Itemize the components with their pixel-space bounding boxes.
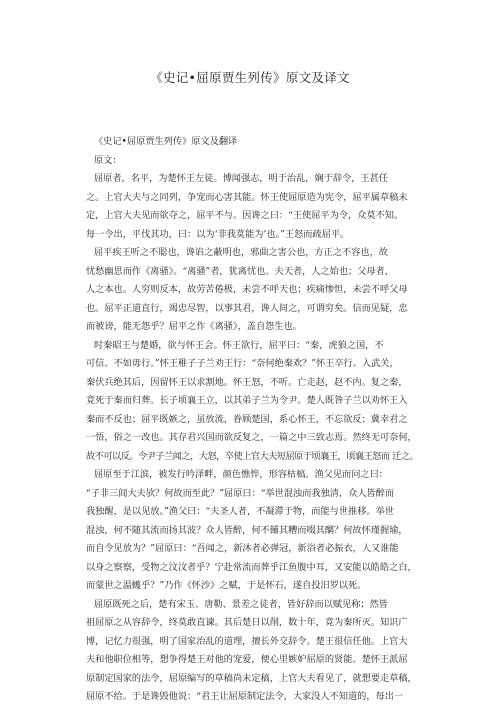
- text-line: 《史记•屈原贾生列传》原文及翻译: [94, 136, 238, 147]
- text-line: 祖屈原之从容辞令，终莫敢直谏。其后楚日以削，数十年，竟为秦所灭。知识广: [86, 617, 408, 628]
- text-line: 屈原不给。于是谗毁他说：“君王让屈原制定法令，大家没人不知道的，每出一: [86, 691, 404, 702]
- text-line: 我独醒，是以见放。”渔父曰：“夫圣人者，不凝滞于物，而能与世推移。举世: [86, 506, 394, 517]
- text-line: 故不可以反。令尹子兰闻之，大怒，卒使上官大夫短屈原于顷襄王，顷襄王怒而 迁之。: [86, 450, 419, 462]
- text-line: 原文：: [94, 154, 122, 166]
- text-line: 屈原者，名平，为楚怀王左徒。博闻强志，明于治乱，娴于辞令，王甚任: [94, 173, 388, 184]
- text-line: 而被谤，能无怨乎？屈平之作《离骚》，盖自怨生也。: [86, 321, 302, 332]
- text-line: “子非三闾大夫欤？何故而至此？”屈原曰：“举世混浊而我独清，众人皆醉而: [86, 487, 395, 499]
- text-line: 之。上官大夫与之同列，争宠而心害其能。怀王使屈原造为宪令，屈平属草稿未: [86, 191, 408, 203]
- text-line: 屈平疾王听之不聪也，谗谄之蔽明也，邪曲之害公也，方正之不容也，故: [94, 247, 388, 258]
- text-line: 以身之察察，受物之汶汶者乎？宁赴常流而葬乎江鱼腹中耳，又安能以皓皓之白，: [86, 561, 417, 573]
- text-line: 定，上官大夫见而欲夺之，屈平不与。因谗之曰：“王使屈平为令，众莫不知。: [86, 210, 404, 221]
- document-body: [86, 133, 418, 707]
- text-line: 夫和他职位相等，想争得楚王对他的宠爱，便心里嫉妒屈原的贤能。楚怀王派屈: [86, 654, 408, 665]
- text-line: 时秦昭王与楚婚，欲与怀王会。怀王欲行，屈平曰：“秦，虎狼之国，不: [94, 339, 384, 351]
- text-line: 混浊，何不随其流而扬其波？众人皆醉，何不餔其糟而啜其醨？何故怀瑾握瑜，: [86, 524, 408, 536]
- text-line: 秦伏兵绝其后，因留怀王以求割地。怀王怒，不听。亡走赵，赵不内。复之秦，: [86, 376, 408, 388]
- text-line: 秦而不反也；屈平既嫉之，虽放流，眷顾楚国，系心怀王，不忘欲反；冀幸君之: [86, 413, 408, 425]
- text-line: 人之本也。人穷则反本，故劳苦倦极，未尝不呼天也；疾痛惨怛，未尝不呼父母: [86, 284, 408, 295]
- page-title: 《史记•屈原贾生列传》原文及译文: [150, 70, 350, 85]
- text-line: 一悟，俗之一改也。其存君兴国而欲反复之，一篇之中三致志焉。然终无可奈何，: [86, 432, 417, 443]
- text-line: 原制定国家的法令，屈原编写的草稿尚未定稿，上官大夫看见了，就想要走草稿，: [86, 672, 417, 684]
- text-line: 博，记忆力很强，明了国家治乱的道理，擅长外交辞令。楚王很信任他。上官大: [86, 635, 408, 647]
- text-line: 也。屈平正道直行，竭忠尽智，以事其君，谗人间之，可谓穷矣。信而见疑，忠: [86, 302, 408, 314]
- text-line: 屈原至于江滨，被发行吟泽畔，颜色憔悴，形容枯槁。渔父见而问之曰：: [94, 469, 388, 480]
- text-line: 而蒙世之温蠖乎？”乃作《怀沙》之赋，于是怀石，遂自投汨罗以死。: [86, 580, 367, 591]
- text-line: 忧愁幽思而作《离骚》。“离骚”者，犹离忧也。夫天者，人之始也；父母者，: [86, 265, 394, 277]
- text-line: 屈原既死之后，楚有宋玉、唐勒、景差之徒者，皆好辞而以赋见称；然皆: [94, 598, 388, 610]
- text-line: 而自令见放为？”屈原曰：“吾闻之，新沐者必弹冠，新浴者必振衣，人又谁能: [86, 543, 399, 554]
- text-line: 可信。不如毋行。”怀王稚子子兰劝王行：“奈何绝秦欢？”怀王卒行。入武关，: [86, 358, 399, 369]
- text-line: 每一令出，平伐其功，曰：以为‘非我莫能为’也。”王怒而疏屈平。: [86, 228, 350, 240]
- text-line: 竟死于秦而归葬。长子顷襄王立，以其弟子兰为令尹。楚人既咎子兰以劝怀王入: [86, 395, 408, 406]
